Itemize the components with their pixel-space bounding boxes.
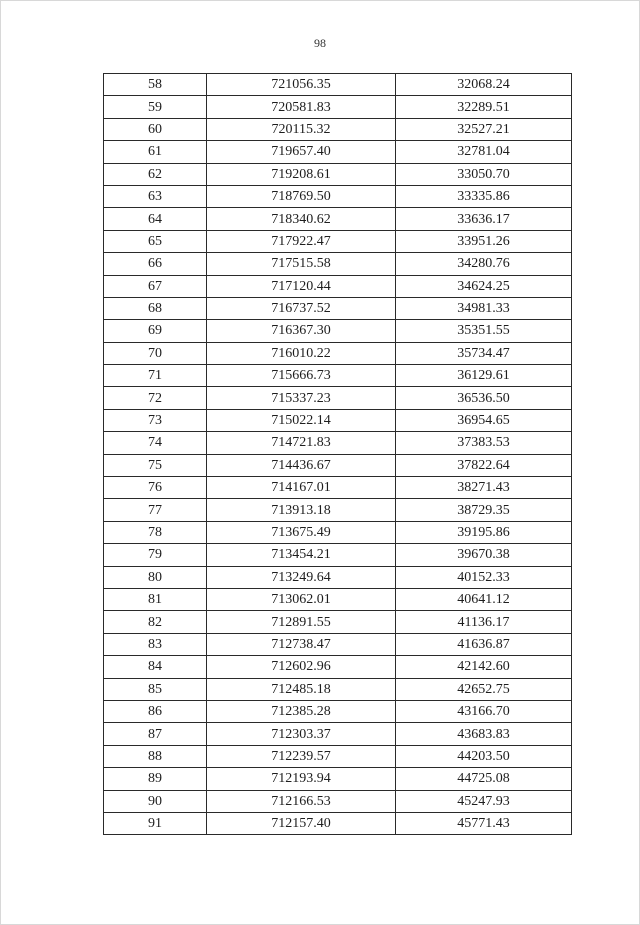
point-number-cell: 87 (104, 723, 207, 745)
x-coordinate-cell: 713454.21 (207, 544, 396, 566)
x-coordinate-cell: 715666.73 (207, 365, 396, 387)
point-number-cell: 69 (104, 320, 207, 342)
y-coordinate-cell: 32781.04 (396, 141, 572, 163)
point-number-cell: 72 (104, 387, 207, 409)
table-row (104, 163, 572, 185)
y-coordinate-cell: 33335.86 (396, 185, 572, 207)
point-number-cell: 91 (104, 812, 207, 834)
table-row (104, 723, 572, 745)
table-row (104, 790, 572, 812)
x-coordinate-cell: 719208.61 (207, 163, 396, 185)
y-coordinate-cell: 41136.17 (396, 611, 572, 633)
x-coordinate-cell: 717515.58 (207, 253, 396, 275)
y-coordinate-cell: 33050.70 (396, 163, 572, 185)
x-coordinate-cell: 713062.01 (207, 588, 396, 610)
x-coordinate-cell: 715337.23 (207, 387, 396, 409)
x-coordinate-cell: 714721.83 (207, 432, 396, 454)
point-number-cell: 81 (104, 588, 207, 610)
y-coordinate-cell: 34280.76 (396, 253, 572, 275)
x-coordinate-cell: 712485.18 (207, 678, 396, 700)
y-coordinate-cell: 32527.21 (396, 118, 572, 140)
point-number-cell: 73 (104, 409, 207, 431)
y-coordinate-cell: 36954.65 (396, 409, 572, 431)
x-coordinate-cell: 712157.40 (207, 812, 396, 834)
table-row (104, 768, 572, 790)
y-coordinate-cell: 38271.43 (396, 477, 572, 499)
point-number-cell: 84 (104, 656, 207, 678)
point-number-cell: 67 (104, 275, 207, 297)
table-row (104, 633, 572, 655)
table-row (104, 74, 572, 96)
point-number-cell: 88 (104, 745, 207, 767)
coordinates-table (103, 73, 572, 835)
x-coordinate-cell: 713913.18 (207, 499, 396, 521)
table-row (104, 208, 572, 230)
table-row (104, 432, 572, 454)
table-row (104, 118, 572, 140)
x-coordinate-cell: 721056.35 (207, 74, 396, 96)
y-coordinate-cell: 43166.70 (396, 700, 572, 722)
x-coordinate-cell: 716010.22 (207, 342, 396, 364)
table-row (104, 365, 572, 387)
page-number: 98 (314, 36, 326, 50)
x-coordinate-cell: 712166.53 (207, 790, 396, 812)
point-number-cell: 83 (104, 633, 207, 655)
point-number-cell: 63 (104, 185, 207, 207)
y-coordinate-cell: 43683.83 (396, 723, 572, 745)
table-row (104, 521, 572, 543)
x-coordinate-cell: 718340.62 (207, 208, 396, 230)
table-row (104, 297, 572, 319)
point-number-cell: 85 (104, 678, 207, 700)
table-row (104, 342, 572, 364)
point-number-cell: 76 (104, 477, 207, 499)
x-coordinate-cell: 712303.37 (207, 723, 396, 745)
table-row (104, 611, 572, 633)
point-number-cell: 71 (104, 365, 207, 387)
point-number-cell: 70 (104, 342, 207, 364)
table-row (104, 566, 572, 588)
table-row (104, 588, 572, 610)
point-number-cell: 89 (104, 768, 207, 790)
table-row (104, 185, 572, 207)
x-coordinate-cell: 712239.57 (207, 745, 396, 767)
table-row (104, 253, 572, 275)
y-coordinate-cell: 44203.50 (396, 745, 572, 767)
y-coordinate-cell: 44725.08 (396, 768, 572, 790)
table-row (104, 499, 572, 521)
point-number-cell: 64 (104, 208, 207, 230)
y-coordinate-cell: 36129.61 (396, 365, 572, 387)
y-coordinate-cell: 37383.53 (396, 432, 572, 454)
table-row (104, 700, 572, 722)
point-number-cell: 66 (104, 253, 207, 275)
y-coordinate-cell: 39195.86 (396, 521, 572, 543)
table-row (104, 387, 572, 409)
x-coordinate-cell: 717922.47 (207, 230, 396, 252)
x-coordinate-cell: 714167.01 (207, 477, 396, 499)
x-coordinate-cell: 713675.49 (207, 521, 396, 543)
table-row (104, 454, 572, 476)
y-coordinate-cell: 45771.43 (396, 812, 572, 834)
x-coordinate-cell: 718769.50 (207, 185, 396, 207)
y-coordinate-cell: 35351.55 (396, 320, 572, 342)
y-coordinate-cell: 41636.87 (396, 633, 572, 655)
y-coordinate-cell: 33951.26 (396, 230, 572, 252)
point-number-cell: 59 (104, 96, 207, 118)
y-coordinate-cell: 39670.38 (396, 544, 572, 566)
table-row (104, 477, 572, 499)
point-number-cell: 62 (104, 163, 207, 185)
point-number-cell: 74 (104, 432, 207, 454)
y-coordinate-cell: 36536.50 (396, 387, 572, 409)
x-coordinate-cell: 712385.28 (207, 700, 396, 722)
y-coordinate-cell: 33636.17 (396, 208, 572, 230)
y-coordinate-cell: 32068.24 (396, 74, 572, 96)
table-row (104, 320, 572, 342)
point-number-cell: 78 (104, 521, 207, 543)
x-coordinate-cell: 712891.55 (207, 611, 396, 633)
x-coordinate-cell: 716367.30 (207, 320, 396, 342)
point-number-cell: 75 (104, 454, 207, 476)
y-coordinate-cell: 34981.33 (396, 297, 572, 319)
point-number-cell: 58 (104, 74, 207, 96)
table-row (104, 96, 572, 118)
point-number-cell: 86 (104, 700, 207, 722)
point-number-cell: 79 (104, 544, 207, 566)
table-row (104, 745, 572, 767)
y-coordinate-cell: 37822.64 (396, 454, 572, 476)
point-number-cell: 65 (104, 230, 207, 252)
y-coordinate-cell: 34624.25 (396, 275, 572, 297)
x-coordinate-cell: 720581.83 (207, 96, 396, 118)
point-number-cell: 80 (104, 566, 207, 588)
y-coordinate-cell: 42652.75 (396, 678, 572, 700)
x-coordinate-cell: 712738.47 (207, 633, 396, 655)
x-coordinate-cell: 719657.40 (207, 141, 396, 163)
table-row (104, 409, 572, 431)
x-coordinate-cell: 720115.32 (207, 118, 396, 140)
table-row (104, 544, 572, 566)
point-number-cell: 82 (104, 611, 207, 633)
y-coordinate-cell: 35734.47 (396, 342, 572, 364)
y-coordinate-cell: 42142.60 (396, 656, 572, 678)
table-row (104, 678, 572, 700)
table-row (104, 275, 572, 297)
x-coordinate-cell: 714436.67 (207, 454, 396, 476)
point-number-cell: 68 (104, 297, 207, 319)
x-coordinate-cell: 713249.64 (207, 566, 396, 588)
x-coordinate-cell: 715022.14 (207, 409, 396, 431)
x-coordinate-cell: 716737.52 (207, 297, 396, 319)
point-number-cell: 77 (104, 499, 207, 521)
y-coordinate-cell: 45247.93 (396, 790, 572, 812)
table-row (104, 141, 572, 163)
x-coordinate-cell: 712193.94 (207, 768, 396, 790)
table-row (104, 230, 572, 252)
coordinates-table-body (104, 74, 572, 835)
y-coordinate-cell: 40641.12 (396, 588, 572, 610)
x-coordinate-cell: 712602.96 (207, 656, 396, 678)
y-coordinate-cell: 38729.35 (396, 499, 572, 521)
table-row (104, 656, 572, 678)
point-number-cell: 60 (104, 118, 207, 140)
point-number-cell: 90 (104, 790, 207, 812)
table-row (104, 812, 572, 834)
point-number-cell: 61 (104, 141, 207, 163)
x-coordinate-cell: 717120.44 (207, 275, 396, 297)
y-coordinate-cell: 40152.33 (396, 566, 572, 588)
y-coordinate-cell: 32289.51 (396, 96, 572, 118)
